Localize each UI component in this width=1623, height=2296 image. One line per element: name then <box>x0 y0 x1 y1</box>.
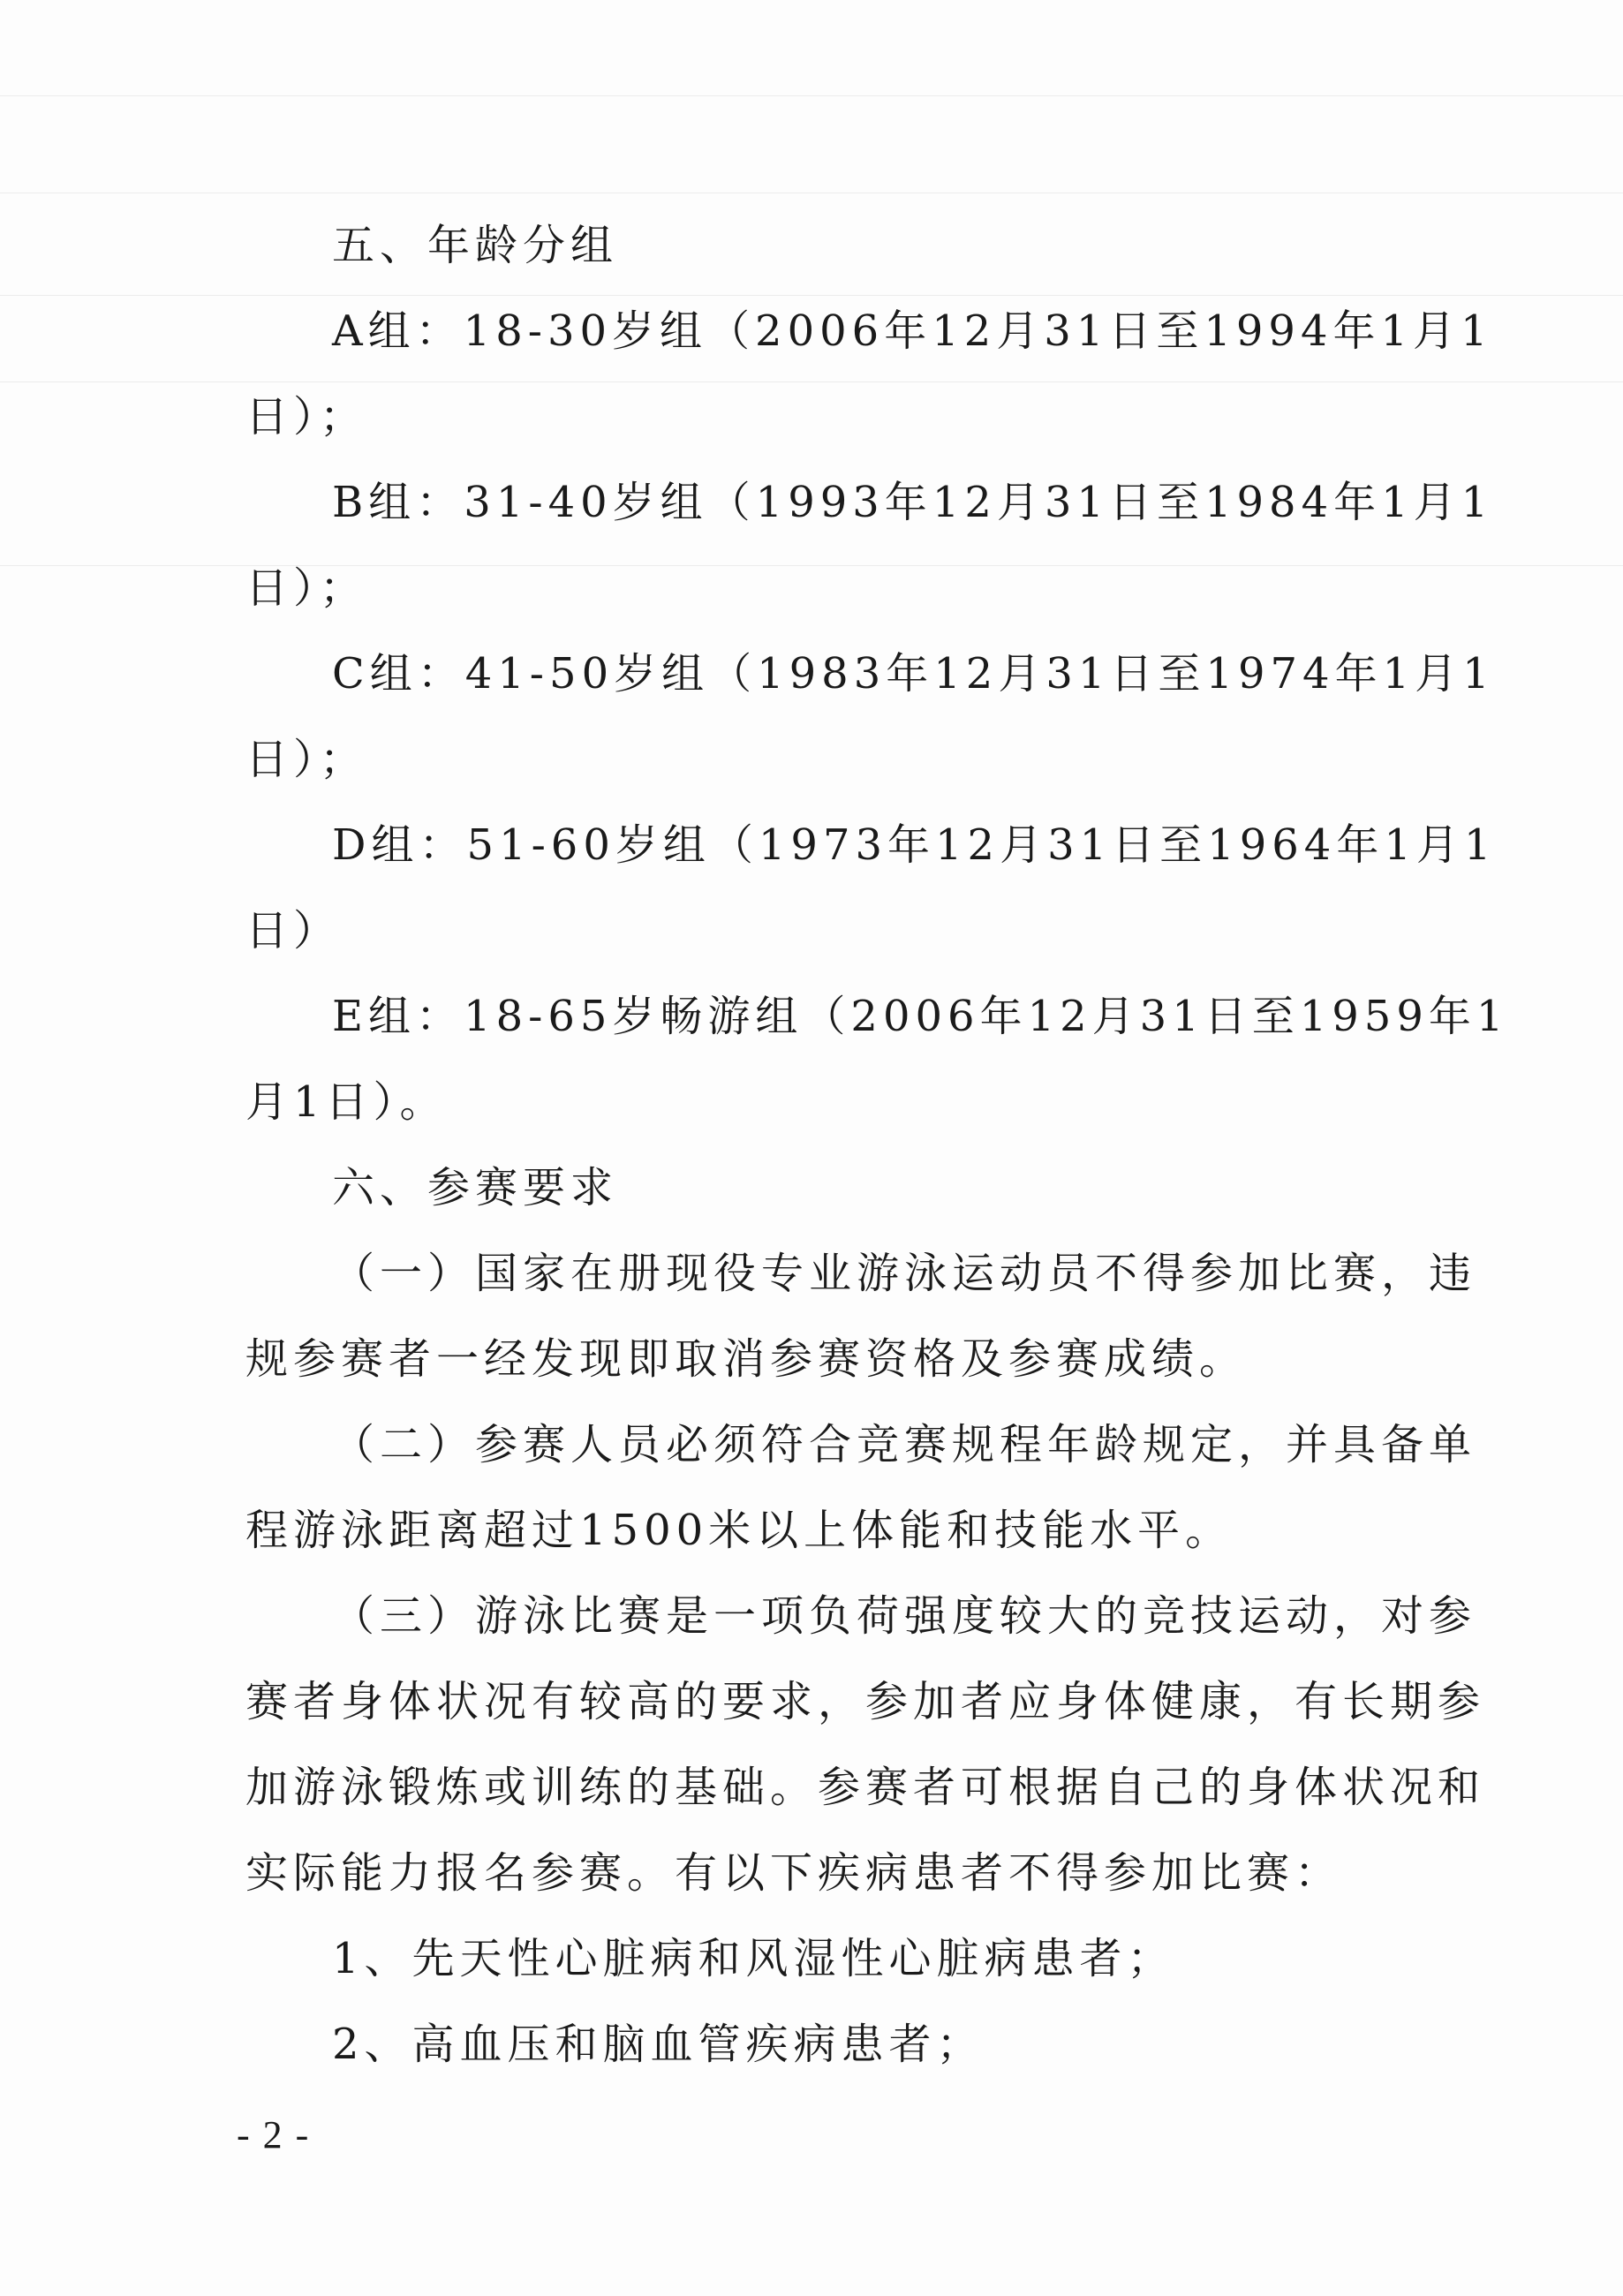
paragraph-line: 加游泳锻炼或训练的基础。参赛者可根据自己的身体状况和 <box>245 1763 1486 1812</box>
list-item: 2、高血压和脑血管疾病患者； <box>332 2020 985 2069</box>
paragraph-line: （一）国家在册现役专业游泳运动员不得参加比赛，违 <box>332 1249 1477 1298</box>
scan-line <box>0 95 1623 96</box>
paragraph-line: B组：31-40岁组（1993年12月31日至1984年1月1 <box>332 478 1494 527</box>
paragraph-line: （二）参赛人员必须符合竞赛规程年龄规定，并具备单 <box>332 1420 1477 1469</box>
section-heading-requirements: 六、参赛要求 <box>332 1163 619 1212</box>
page-number: - 2 - <box>237 2113 311 2156</box>
paragraph-line: E组：18-65岁畅游组（2006年12月31日至1959年1 <box>332 992 1509 1041</box>
section-heading-age-groups: 五、年龄分组 <box>332 221 619 270</box>
paragraph-line: A组：18-30岁组（2006年12月31日至1994年1月1 <box>332 306 1493 356</box>
document-body <box>245 203 1509 2088</box>
paragraph-line: D组：51-60岁组（1973年12月31日至1964年1月1 <box>332 820 1497 870</box>
paragraph-line: 程游泳距离超过1500米以上体能和技能水平。 <box>245 1506 1234 1555</box>
paragraph-line: 规参赛者一经发现即取消参赛资格及参赛成绩。 <box>245 1334 1248 1384</box>
paragraph-line: 日） <box>245 906 342 955</box>
paragraph-line: C组：41-50岁组（1983年12月31日至1974年1月1 <box>332 649 1495 699</box>
paragraph-line: 日）； <box>245 735 368 784</box>
paragraph-line: （三）游泳比赛是一项负荷强度较大的竞技运动，对参 <box>332 1591 1477 1641</box>
paragraph-line: 日）； <box>245 563 368 613</box>
paragraph-line: 实际能力报名参赛。有以下疾病患者不得参加比赛： <box>245 1848 1343 1898</box>
paragraph-line: 日）； <box>245 392 368 442</box>
paragraph-line: 月1日）。 <box>245 1077 448 1127</box>
list-item: 1、先天性心脏病和风湿性心脏病患者； <box>332 1934 1175 1983</box>
paragraph-line: 赛者身体状况有较高的要求，参加者应身体健康，有长期参 <box>245 1677 1486 1726</box>
